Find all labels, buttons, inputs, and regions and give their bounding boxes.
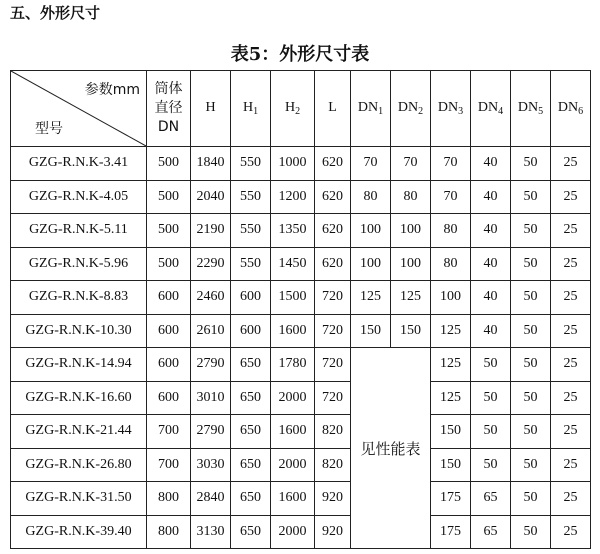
value-cell: 920 — [315, 482, 351, 516]
value-cell: 720 — [315, 381, 351, 415]
value-cell: 25 — [551, 415, 591, 449]
model-cell: GZG-R.N.K-8.83 — [11, 281, 147, 315]
value-cell: 25 — [551, 515, 591, 549]
model-cell: GZG-R.N.K-5.96 — [11, 247, 147, 281]
param-label: 参数mm — [84, 82, 140, 98]
value-cell: 70 — [431, 180, 471, 214]
value-cell: 175 — [431, 515, 471, 549]
value-cell: 500 — [147, 180, 191, 214]
value-cell: 25 — [551, 180, 591, 214]
value-cell: 25 — [551, 348, 591, 382]
value-cell: 800 — [147, 515, 191, 549]
value-cell: 620 — [315, 214, 351, 248]
value-cell: 50 — [511, 314, 551, 348]
value-cell: 600 — [231, 281, 271, 315]
value-cell: 1780 — [271, 348, 315, 382]
value-cell: 800 — [147, 482, 191, 516]
value-cell: 720 — [315, 281, 351, 315]
value-cell: 600 — [147, 348, 191, 382]
value-cell: 550 — [231, 214, 271, 248]
value-cell: 125 — [431, 348, 471, 382]
value-cell: 100 — [351, 214, 391, 248]
value-cell: 50 — [511, 381, 551, 415]
value-cell: 40 — [471, 180, 511, 214]
value-cell: 650 — [231, 515, 271, 549]
value-cell: 1200 — [271, 180, 315, 214]
table-row — [11, 415, 591, 449]
value-cell: 50 — [511, 482, 551, 516]
header-H — [191, 71, 231, 147]
value-cell: 550 — [231, 180, 271, 214]
value-cell: 50 — [511, 515, 551, 549]
header-row — [11, 71, 591, 147]
table-row — [11, 281, 591, 315]
section-title: 五、外形尺寸 — [10, 4, 101, 22]
value-cell: 2000 — [271, 515, 315, 549]
value-cell: 150 — [351, 314, 391, 348]
header-base: DN — [557, 100, 579, 115]
header-DN5 — [511, 71, 551, 147]
value-cell: 1000 — [271, 147, 315, 181]
value-cell: 100 — [431, 281, 471, 315]
header-DN6 — [551, 71, 591, 147]
header-DN1 — [351, 71, 391, 147]
header-sub: 6 — [578, 106, 584, 117]
header-H1 — [231, 71, 271, 147]
value-cell: 2610 — [191, 314, 231, 348]
value-cell: 50 — [471, 381, 511, 415]
header-dn-line: 直径 — [154, 100, 183, 116]
value-cell: 50 — [511, 180, 551, 214]
value-cell: 70 — [351, 147, 391, 181]
value-cell: 50 — [511, 214, 551, 248]
header-base: DN — [397, 100, 419, 115]
header-L — [315, 71, 351, 147]
header-base: H — [284, 100, 296, 115]
value-cell: 2290 — [191, 247, 231, 281]
value-cell: 1600 — [271, 314, 315, 348]
value-cell: 500 — [147, 147, 191, 181]
value-cell: 50 — [511, 281, 551, 315]
header-sub: 2 — [295, 106, 301, 117]
table-row — [11, 214, 591, 248]
model-cell: GZG-R.N.K-31.50 — [11, 482, 147, 516]
header-sub: 5 — [538, 106, 544, 117]
value-cell: 50 — [471, 348, 511, 382]
value-cell: 650 — [231, 348, 271, 382]
value-cell: 50 — [471, 415, 511, 449]
header-sub: 3 — [458, 106, 464, 117]
header-sub: 4 — [498, 106, 504, 117]
value-cell: 1600 — [271, 482, 315, 516]
table-title: 表5：外形尺寸表 — [230, 44, 370, 65]
header-dn-line: DN — [157, 119, 180, 135]
value-cell: 150 — [431, 448, 471, 482]
value-cell: 50 — [511, 348, 551, 382]
value-cell: 80 — [431, 247, 471, 281]
value-cell: 100 — [391, 214, 431, 248]
value-cell: 80 — [431, 214, 471, 248]
value-cell: 150 — [391, 314, 431, 348]
value-cell: 25 — [551, 281, 591, 315]
table-row — [11, 482, 591, 516]
model-cell: GZG-R.N.K-26.80 — [11, 448, 147, 482]
header-base: DN — [517, 100, 539, 115]
value-cell: 70 — [391, 147, 431, 181]
value-cell: 125 — [431, 314, 471, 348]
value-cell: 150 — [431, 415, 471, 449]
value-cell: 25 — [551, 482, 591, 516]
header-dn-line: 筒体 — [154, 81, 183, 97]
value-cell: 25 — [551, 314, 591, 348]
value-cell: 500 — [147, 247, 191, 281]
value-cell: 175 — [431, 482, 471, 516]
value-cell: 40 — [471, 214, 511, 248]
value-cell: 100 — [351, 247, 391, 281]
value-cell: 125 — [391, 281, 431, 315]
value-cell: 720 — [315, 348, 351, 382]
diagonal-header-cell — [11, 71, 147, 147]
value-cell: 125 — [431, 381, 471, 415]
value-cell: 500 — [147, 214, 191, 248]
value-cell: 2460 — [191, 281, 231, 315]
value-cell: 50 — [471, 448, 511, 482]
value-cell: 1600 — [271, 415, 315, 449]
value-cell: 40 — [471, 314, 511, 348]
value-cell: 720 — [315, 314, 351, 348]
value-cell: 50 — [511, 147, 551, 181]
value-cell: 2840 — [191, 482, 231, 516]
value-cell: 3130 — [191, 515, 231, 549]
model-cell: GZG-R.N.K-21.44 — [11, 415, 147, 449]
header-base: L — [328, 100, 337, 115]
value-cell: 70 — [431, 147, 471, 181]
header-base: DN — [477, 100, 499, 115]
value-cell: 820 — [315, 448, 351, 482]
model-cell: GZG-R.N.K-39.40 — [11, 515, 147, 549]
header-H2 — [271, 71, 315, 147]
value-cell: 1840 — [191, 147, 231, 181]
value-cell: 2190 — [191, 214, 231, 248]
value-cell: 25 — [551, 147, 591, 181]
value-cell: 600 — [147, 381, 191, 415]
value-cell: 65 — [471, 482, 511, 516]
model-cell: GZG-R.N.K-16.60 — [11, 381, 147, 415]
value-cell: 550 — [231, 147, 271, 181]
value-cell: 1500 — [271, 281, 315, 315]
value-cell: 820 — [315, 415, 351, 449]
header-sub: 1 — [378, 106, 384, 117]
value-cell: 650 — [231, 448, 271, 482]
table-row — [11, 314, 591, 348]
value-cell: 620 — [315, 147, 351, 181]
value-cell: 620 — [315, 180, 351, 214]
value-cell: 1350 — [271, 214, 315, 248]
table-row — [11, 147, 591, 181]
value-cell: 700 — [147, 415, 191, 449]
header-DN2 — [391, 71, 431, 147]
value-cell: 2000 — [271, 381, 315, 415]
table-row — [11, 180, 591, 214]
table-row — [11, 448, 591, 482]
header-base: DN — [437, 100, 459, 115]
model-cell: GZG-R.N.K-5.11 — [11, 214, 147, 248]
header-base: H — [205, 100, 216, 115]
value-cell: 100 — [391, 247, 431, 281]
value-cell: 40 — [471, 281, 511, 315]
value-cell: 50 — [511, 448, 551, 482]
table-body — [11, 147, 591, 549]
table-row — [11, 348, 591, 382]
value-cell: 25 — [551, 448, 591, 482]
table-row — [11, 515, 591, 549]
value-cell: 650 — [231, 482, 271, 516]
value-cell: 25 — [551, 381, 591, 415]
model-cell: GZG-R.N.K-3.41 — [11, 147, 147, 181]
header-base: DN — [357, 100, 379, 115]
table-row — [11, 381, 591, 415]
header-DN3 — [431, 71, 471, 147]
value-cell: 25 — [551, 214, 591, 248]
value-cell: 40 — [471, 247, 511, 281]
model-label: 型号 — [35, 121, 63, 137]
value-cell: 2000 — [271, 448, 315, 482]
value-cell: 650 — [231, 381, 271, 415]
value-cell: 600 — [231, 314, 271, 348]
header-base: H — [242, 100, 254, 115]
header-sub: 2 — [418, 106, 424, 117]
see-performance-table-note: 见性能表 — [351, 348, 431, 549]
value-cell: 620 — [315, 247, 351, 281]
value-cell: 2790 — [191, 415, 231, 449]
value-cell: 2790 — [191, 348, 231, 382]
value-cell: 920 — [315, 515, 351, 549]
value-cell: 600 — [147, 281, 191, 315]
model-cell: GZG-R.N.K-10.30 — [11, 314, 147, 348]
value-cell: 125 — [351, 281, 391, 315]
value-cell: 80 — [391, 180, 431, 214]
value-cell: 50 — [511, 415, 551, 449]
value-cell: 40 — [471, 147, 511, 181]
table-row — [11, 247, 591, 281]
header-dn-diameter — [147, 71, 191, 147]
value-cell: 25 — [551, 247, 591, 281]
header-sub: 1 — [253, 106, 259, 117]
model-cell: GZG-R.N.K-14.94 — [11, 348, 147, 382]
model-cell: GZG-R.N.K-4.05 — [11, 180, 147, 214]
value-cell: 65 — [471, 515, 511, 549]
header-DN4 — [471, 71, 511, 147]
value-cell: 550 — [231, 247, 271, 281]
value-cell: 700 — [147, 448, 191, 482]
value-cell: 2040 — [191, 180, 231, 214]
value-cell: 1450 — [271, 247, 315, 281]
value-cell: 650 — [231, 415, 271, 449]
dimensions-table — [10, 70, 591, 549]
value-cell: 50 — [511, 247, 551, 281]
value-cell: 600 — [147, 314, 191, 348]
value-cell: 80 — [351, 180, 391, 214]
value-cell: 3030 — [191, 448, 231, 482]
value-cell: 3010 — [191, 381, 231, 415]
